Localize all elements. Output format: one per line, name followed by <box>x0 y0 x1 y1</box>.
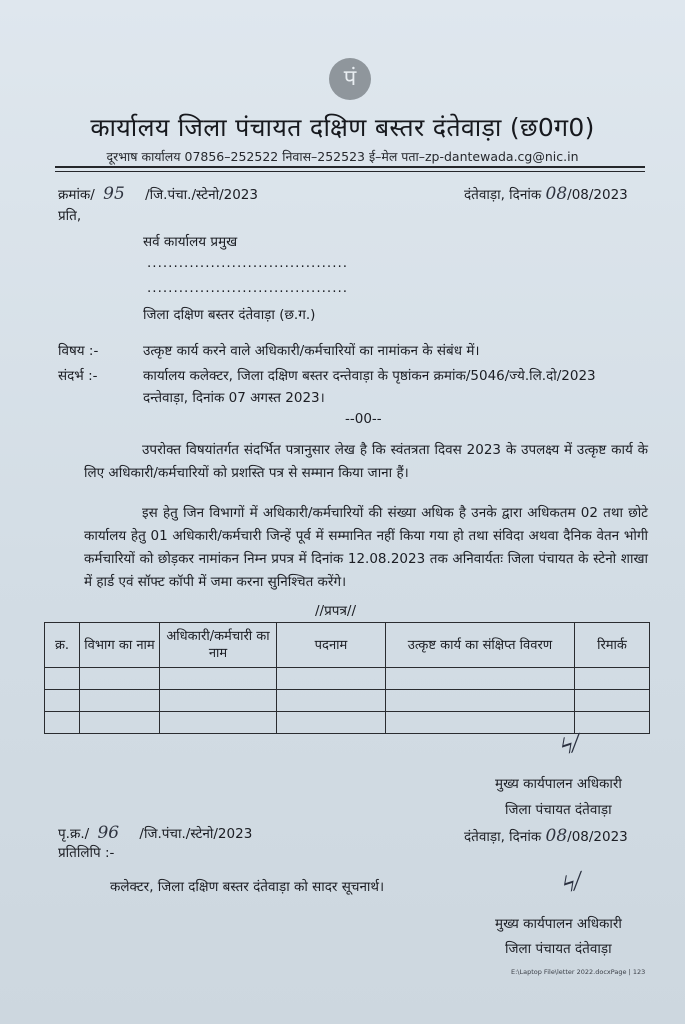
table-header-row <box>45 623 650 668</box>
recipient-line-1: सर्व कार्यालय प्रमुख <box>143 234 238 250</box>
table-row <box>45 668 650 690</box>
separator: --00-- <box>345 411 382 427</box>
recipient-dotted-line-2: ...................................... <box>147 280 349 296</box>
endorsement-ref-number: पृ.क्र./ 96 /जि.पंचा./स्टेनो/2023 <box>58 823 253 843</box>
to-label: प्रति, <box>58 208 82 224</box>
panchayat-logo-icon: पं <box>329 58 371 100</box>
contact-line: दूरभाष कार्यालय 07856–252522 निवास–252523 ई–मेल पता–zp-dantewada.cg@nic.in <box>106 149 579 164</box>
copy-recipient: कलेक्टर, जिला दक्षिण बस्तर दंतेवाड़ा को सादर सूचनार्थ। <box>110 879 385 895</box>
paragraph-1: उपरोक्त विषयांतर्गत संदर्भित पत्रानुसार लेख है कि स्वंतत्रता दिवस 2023 के उपलक्ष्य में उत्कृष्ट कार्य के लिए अधिकारी/कर्मचारियों को प्रशस्ति पत्र से सम्मान किया जाना हैं। <box>84 442 648 481</box>
signature-2-designation: मुख्य कार्यपालन अधिकारी <box>495 916 622 932</box>
signature-scribble-icon: ϟ⁄ <box>558 869 584 900</box>
table-row <box>45 712 650 734</box>
reference-line-2: दन्तेवाड़ा, दिनांक 07 अगस्त 2023। <box>143 390 325 406</box>
column-header: अधिकारी/कर्मचारी का नाम <box>160 623 277 668</box>
paragraph-2: इस हेतु जिन विभागों में अधिकारी/कर्मचारियों की संख्या अधिक है उनके द्वारा अधिकतम 02 तथा छोटे कार्यालय हेतु 01 अधिकारी/कर्मचारी जिन्हें पूर्व में सम्मानित नहीं किया गया हो तथा संविदा अथवा दैनिक वेतन भोगी कर्मचारियों को छोड़कर नामांकन निम्न प्रपत्र में दिनांक 12.08.2023 तक अनिवार्यतः जिला पंचायत के स्टेनो शाखा में हार्ड एवं सॉफ्ट कॉपी में जमा करना सुनिश्चित करेंगे। <box>84 505 648 590</box>
signature-1-office: जिला पंचायत दंतेवाड़ा <box>505 802 612 818</box>
recipient-line-3: जिला दक्षिण बस्तर दंतेवाड़ा (छ.ग.) <box>143 307 316 323</box>
reference-label: संदर्भ :- <box>58 368 98 384</box>
reference-line-1: कार्यालय कलेक्टर, जिला दक्षिण बस्तर दन्तेवाड़ा के पृष्ठांकन क्रमांक/5046/ज्ये.लि.दो/2023 <box>143 368 596 384</box>
column-header: रिमार्क <box>575 623 650 668</box>
office-title: कार्यालय जिला पंचायत दक्षिण बस्तर दंतेवाड़ा (छ0ग0) <box>90 113 595 142</box>
form-heading: //प्रपत्र// <box>315 603 356 619</box>
nomination-form-table <box>44 622 650 734</box>
letter-date: दंतेवाड़ा, दिनांक 08/08/2023 <box>464 184 628 204</box>
header-rule-thin <box>55 171 645 172</box>
endorsement-date: दंतेवाड़ा, दिनांक 08/08/2023 <box>464 826 628 846</box>
signature-1-designation: मुख्य कार्यपालन अधिकारी <box>495 776 622 792</box>
subject-text: उत्कृष्ट कार्य करने वाले अधिकारी/कर्मचारियों का नामांकन के संबंध में। <box>143 343 480 359</box>
subject-label: विषय :- <box>58 343 99 359</box>
column-header: पदनाम <box>277 623 386 668</box>
copy-label: प्रतिलिपि :- <box>58 845 115 861</box>
header-rule-thick <box>55 166 645 168</box>
table-row <box>45 690 650 712</box>
footer-file-path: E:\Laptop File\letter 2022.docxPage | 123 <box>511 968 646 976</box>
column-header: विभाग का नाम <box>80 623 160 668</box>
column-header: क्र. <box>45 623 80 668</box>
signature-2-office: जिला पंचायत दंतेवाड़ा <box>505 941 612 957</box>
recipient-dotted-line-1: ...................................... <box>147 255 349 271</box>
column-header: उत्कृष्ट कार्य का संक्षिप्त विवरण <box>386 623 575 668</box>
signature-scribble-icon: ϟ⁄ <box>556 731 582 762</box>
letter-ref-number: क्रमांक/ 95 /जि.पंचा./स्टेनो/2023 <box>58 184 258 204</box>
